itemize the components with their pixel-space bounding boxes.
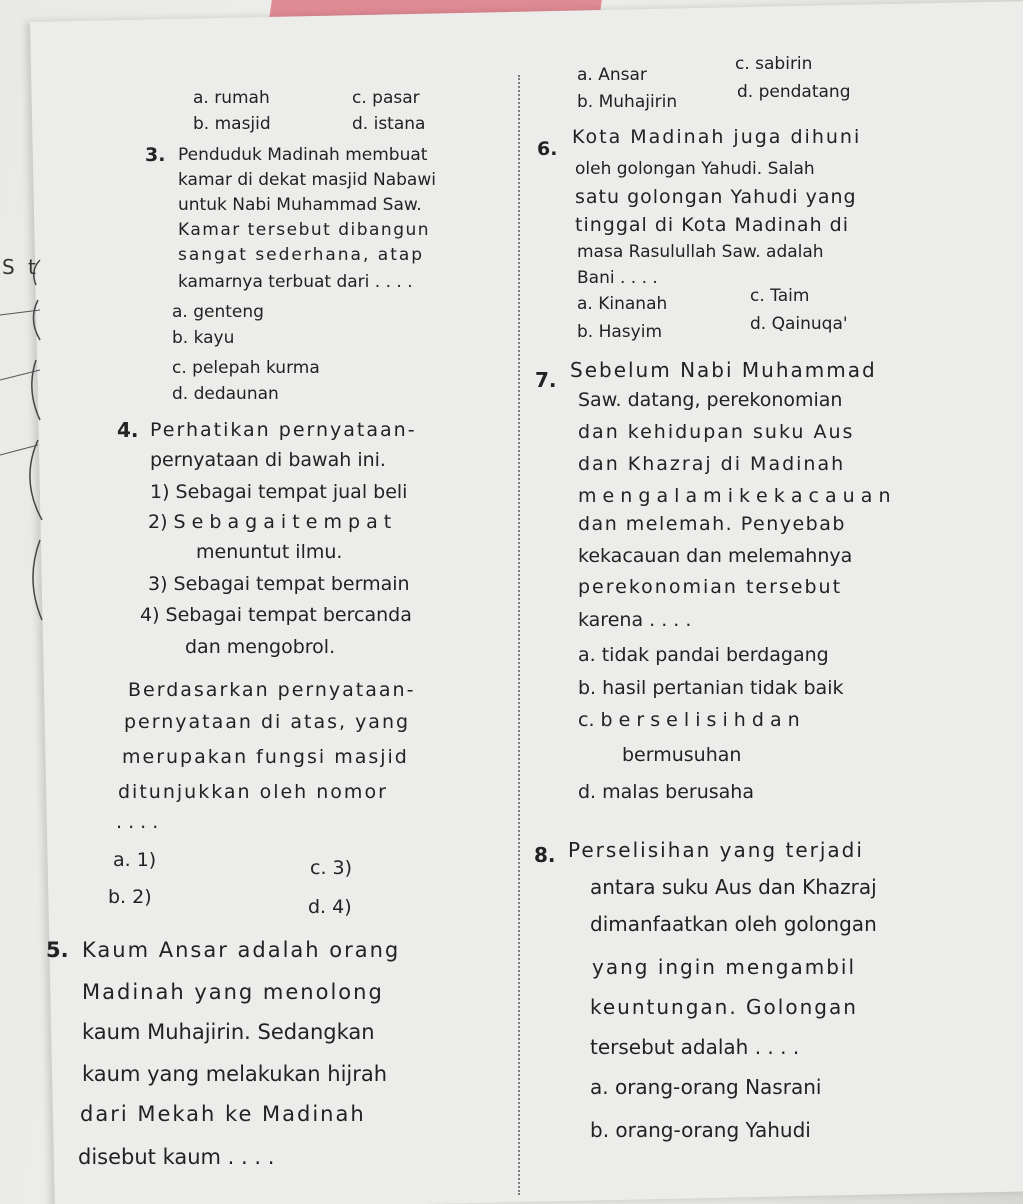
q8-option-a: a. orang-orang Nasrani xyxy=(590,1075,822,1099)
q4-item-4: 4) Sebagai tempat bercanda xyxy=(140,604,412,626)
q7-line-8: perekonomian tersebut xyxy=(578,576,843,598)
q4-option-d: d. 4) xyxy=(308,896,352,918)
q6-option-a: a. Kinanah xyxy=(577,294,668,314)
q5-line-3: kaum Muhajirin. Sedangkan xyxy=(82,1020,375,1044)
q8-option-b: b. orang-orang Yahudi xyxy=(590,1118,811,1142)
q5-line-4: kaum yang melakukan hijrah xyxy=(82,1062,388,1086)
q8-line-6: tersebut adalah . . . . xyxy=(590,1035,800,1059)
q4-item-1: 1) Sebagai tempat jual beli xyxy=(150,481,408,503)
q4-stem-3: merupakan fungsi masjid xyxy=(122,746,409,768)
q6-option-d: d. Qainuqa' xyxy=(750,314,848,334)
q5-option-b: b. Muhajirin xyxy=(577,92,678,112)
q3-line-3: untuk Nabi Muhammad Saw. xyxy=(178,195,422,215)
q6-line-4: tinggal di Kota Madinah di xyxy=(575,214,849,236)
q4-line-1: Perhatikan pernyataan- xyxy=(150,419,417,441)
q6-option-b: b. Hasyim xyxy=(577,322,662,342)
q7-option-a: a. tidak pandai berdagang xyxy=(578,644,829,666)
q7-line-6: dan melemah. Penyebab xyxy=(578,513,846,535)
q4-line-2: pernyataan di bawah ini. xyxy=(150,449,386,471)
q4-stem-2: pernyataan di atas, yang xyxy=(124,711,411,733)
q3-line-1: Penduduk Madinah membuat xyxy=(178,145,428,165)
q4-stem-5: . . . . xyxy=(116,811,159,833)
q6-line-5: masa Rasulullah Saw. adalah xyxy=(577,242,824,262)
q4-option-b: b. 2) xyxy=(108,886,152,908)
q5-option-d: d. pendatang xyxy=(737,82,851,102)
q4-stem-4: ditunjukkan oleh nomor xyxy=(118,781,388,803)
q7-line-5: m e n g a l a m i k e k a c a u a n xyxy=(578,485,891,507)
q2-option-a: a. rumah xyxy=(193,88,270,108)
q4-stem-1: Berdasarkan pernyataan- xyxy=(128,679,416,701)
q5-option-a: a. Ansar xyxy=(577,65,647,85)
q2-option-c: c. pasar xyxy=(352,88,420,108)
q7-option-c: c. b e r s e l i s i h d a n xyxy=(578,709,800,731)
q7-line-9: karena . . . . xyxy=(578,609,692,631)
q2-option-d: d. istana xyxy=(352,114,426,134)
q7-option-c-cont: bermusuhan xyxy=(622,744,742,766)
q7-line-2: Saw. datang, perekonomian xyxy=(578,389,843,411)
q2-option-b: b. masjid xyxy=(193,114,271,134)
q4-item-2: 2) S e b a g a i t e m p a t xyxy=(148,511,392,533)
q4-item-3: 3) Sebagai tempat bermain xyxy=(148,573,410,595)
q4-option-c: c. 3) xyxy=(310,857,353,879)
q3-option-a: a. genteng xyxy=(172,302,264,322)
q8-number: 8. xyxy=(534,843,556,867)
margin-mark-t: t xyxy=(28,255,36,279)
q8-line-3: dimanfaatkan oleh golongan xyxy=(590,912,877,936)
q4-item-4-cont: dan mengobrol. xyxy=(185,636,336,658)
q7-line-7: kekacauan dan melemahnya xyxy=(578,545,853,567)
q7-number: 7. xyxy=(535,368,557,392)
q4-number: 4. xyxy=(117,418,139,442)
q7-option-b: b. hasil pertanian tidak baik xyxy=(578,677,844,699)
q8-line-2: antara suku Aus dan Khazraj xyxy=(590,875,877,899)
q8-line-1: Perselisihan yang terjadi xyxy=(568,838,864,862)
q6-line-2: oleh golongan Yahudi. Salah xyxy=(575,159,815,179)
q4-option-a: a. 1) xyxy=(113,849,157,871)
q7-option-d: d. malas berusaha xyxy=(578,781,754,803)
q6-line-3: satu golongan Yahudi yang xyxy=(575,186,857,208)
q5-line-1: Kaum Ansar adalah orang xyxy=(82,938,401,962)
column-divider xyxy=(518,75,520,1195)
q5-option-c: c. sabirin xyxy=(735,54,813,74)
q5-line-5: dari Mekah ke Madinah xyxy=(80,1102,366,1126)
q6-option-c: c. Taim xyxy=(750,286,810,306)
q8-line-5: keuntungan. Golongan xyxy=(590,995,858,1019)
q5-line-2: Madinah yang menolong xyxy=(82,980,384,1004)
q7-line-4: dan Khazraj di Madinah xyxy=(578,453,846,475)
q8-line-4: yang ingin mengambil xyxy=(592,955,857,979)
q5-line-6: disebut kaum . . . . xyxy=(78,1145,275,1169)
margin-mark-s: S xyxy=(2,255,15,279)
q3-option-d: d. dedaunan xyxy=(172,384,279,404)
margin-scribble-lines xyxy=(0,240,60,660)
q5-number: 5. xyxy=(46,938,69,962)
q3-line-6: kamarnya terbuat dari . . . . xyxy=(178,272,413,292)
q4-item-2-cont: menuntut ilmu. xyxy=(196,541,343,563)
q6-line-1: Kota Madinah juga dihuni xyxy=(572,126,862,148)
q3-line-2: kamar di dekat masjid Nabawi xyxy=(178,170,436,190)
q7-line-3: dan kehidupan suku Aus xyxy=(578,421,855,443)
q7-line-1: Sebelum Nabi Muhammad xyxy=(570,358,877,382)
q3-line-4: Kamar tersebut dibangun xyxy=(178,220,431,240)
q6-line-6: Bani . . . . xyxy=(577,268,658,288)
q6-number: 6. xyxy=(537,138,558,160)
q3-option-b: b. kayu xyxy=(172,328,235,348)
q3-option-c: c. pelepah kurma xyxy=(172,358,320,378)
q3-number: 3. xyxy=(145,144,166,166)
q3-line-5: sangat sederhana, atap xyxy=(178,245,425,265)
